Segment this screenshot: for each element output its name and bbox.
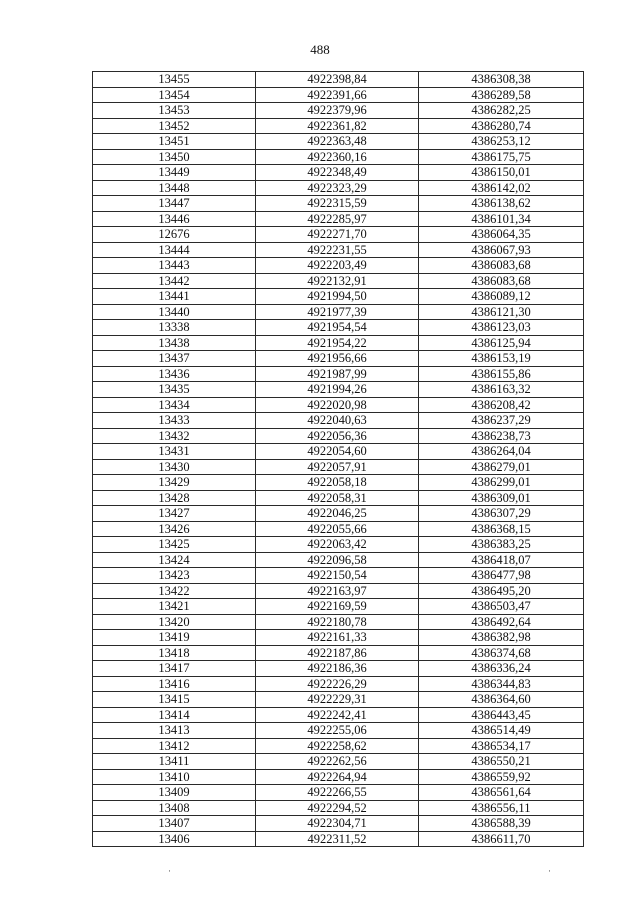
y-coordinate-cell: 4386155,86 <box>419 366 584 382</box>
point-number-cell: 13427 <box>93 506 256 522</box>
x-coordinate-cell: 4922363,48 <box>256 134 419 150</box>
y-coordinate-cell: 4386492,64 <box>419 614 584 630</box>
table-row <box>93 118 584 134</box>
x-coordinate-cell: 4922058,18 <box>256 475 419 491</box>
table-row <box>93 738 584 754</box>
table-row <box>93 413 584 429</box>
table-row <box>93 87 584 103</box>
table-row <box>93 459 584 475</box>
point-number-cell: 13420 <box>93 614 256 630</box>
y-coordinate-cell: 4386237,29 <box>419 413 584 429</box>
table-row <box>93 676 584 692</box>
point-number-cell: 13452 <box>93 118 256 134</box>
x-coordinate-cell: 4922311,52 <box>256 831 419 847</box>
x-coordinate-cell: 4922020,98 <box>256 397 419 413</box>
y-coordinate-cell: 4386083,68 <box>419 273 584 289</box>
x-coordinate-cell: 4922348,49 <box>256 165 419 181</box>
table-row <box>93 211 584 227</box>
x-coordinate-cell: 4922058,31 <box>256 490 419 506</box>
table-row <box>93 506 584 522</box>
table-row <box>93 134 584 150</box>
y-coordinate-cell: 4386308,38 <box>419 72 584 88</box>
scan-dot-right: · <box>548 866 551 876</box>
x-coordinate-cell: 4922229,31 <box>256 692 419 708</box>
table-row <box>93 707 584 723</box>
x-coordinate-cell: 4922054,60 <box>256 444 419 460</box>
point-number-cell: 13432 <box>93 428 256 444</box>
x-coordinate-cell: 4922294,52 <box>256 800 419 816</box>
y-coordinate-cell: 4386280,74 <box>419 118 584 134</box>
x-coordinate-cell: 4922360,16 <box>256 149 419 165</box>
point-number-cell: 13338 <box>93 320 256 336</box>
y-coordinate-cell: 4386153,19 <box>419 351 584 367</box>
x-coordinate-cell: 4922264,94 <box>256 769 419 785</box>
y-coordinate-cell: 4386495,20 <box>419 583 584 599</box>
point-number-cell: 13434 <box>93 397 256 413</box>
point-number-cell: 13416 <box>93 676 256 692</box>
table-row <box>93 614 584 630</box>
table-row <box>93 568 584 584</box>
y-coordinate-cell: 4386514,49 <box>419 723 584 739</box>
x-coordinate-cell: 4922096,58 <box>256 552 419 568</box>
y-coordinate-cell: 4386364,60 <box>419 692 584 708</box>
y-coordinate-cell: 4386307,29 <box>419 506 584 522</box>
table-row <box>93 165 584 181</box>
point-number-cell: 12676 <box>93 227 256 243</box>
y-coordinate-cell: 4386138,62 <box>419 196 584 212</box>
table-row <box>93 521 584 537</box>
table-row <box>93 428 584 444</box>
x-coordinate-cell: 4921987,99 <box>256 366 419 382</box>
y-coordinate-cell: 4386238,73 <box>419 428 584 444</box>
y-coordinate-cell: 4386163,32 <box>419 382 584 398</box>
y-coordinate-cell: 4386611,70 <box>419 831 584 847</box>
table-row <box>93 196 584 212</box>
x-coordinate-cell: 4922242,41 <box>256 707 419 723</box>
point-number-cell: 13447 <box>93 196 256 212</box>
x-coordinate-cell: 4922187,86 <box>256 645 419 661</box>
table-row <box>93 599 584 615</box>
y-coordinate-cell: 4386150,01 <box>419 165 584 181</box>
x-coordinate-cell: 4921977,39 <box>256 304 419 320</box>
x-coordinate-cell: 4921954,54 <box>256 320 419 336</box>
y-coordinate-cell: 4386289,58 <box>419 87 584 103</box>
point-number-cell: 13406 <box>93 831 256 847</box>
x-coordinate-cell: 4922055,66 <box>256 521 419 537</box>
point-number-cell: 13426 <box>93 521 256 537</box>
table-row <box>93 382 584 398</box>
table-row <box>93 180 584 196</box>
x-coordinate-cell: 4922379,96 <box>256 103 419 119</box>
x-coordinate-cell: 4922226,29 <box>256 676 419 692</box>
scan-dot-left: · <box>168 866 171 876</box>
table-row <box>93 242 584 258</box>
x-coordinate-cell: 4922150,54 <box>256 568 419 584</box>
point-number-cell: 13453 <box>93 103 256 119</box>
x-coordinate-cell: 4922258,62 <box>256 738 419 754</box>
point-number-cell: 13430 <box>93 459 256 475</box>
y-coordinate-cell: 4386064,35 <box>419 227 584 243</box>
table-row <box>93 661 584 677</box>
y-coordinate-cell: 4386550,21 <box>419 754 584 770</box>
point-number-cell: 13440 <box>93 304 256 320</box>
table-row <box>93 351 584 367</box>
point-number-cell: 13409 <box>93 785 256 801</box>
y-coordinate-cell: 4386125,94 <box>419 335 584 351</box>
table-row <box>93 289 584 305</box>
y-coordinate-cell: 4386534,17 <box>419 738 584 754</box>
x-coordinate-cell: 4921994,26 <box>256 382 419 398</box>
x-coordinate-cell: 4922180,78 <box>256 614 419 630</box>
table-row <box>93 149 584 165</box>
table-row <box>93 583 584 599</box>
coordinates-table-body <box>93 72 584 847</box>
point-number-cell: 13454 <box>93 87 256 103</box>
x-coordinate-cell: 4922231,55 <box>256 242 419 258</box>
x-coordinate-cell: 4922315,59 <box>256 196 419 212</box>
point-number-cell: 13414 <box>93 707 256 723</box>
table-row <box>93 645 584 661</box>
y-coordinate-cell: 4386175,75 <box>419 149 584 165</box>
table-row <box>93 723 584 739</box>
table-row <box>93 490 584 506</box>
x-coordinate-cell: 4922285,97 <box>256 211 419 227</box>
x-coordinate-cell: 4922304,71 <box>256 816 419 832</box>
point-number-cell: 13431 <box>93 444 256 460</box>
y-coordinate-cell: 4386142,02 <box>419 180 584 196</box>
y-coordinate-cell: 4386264,04 <box>419 444 584 460</box>
y-coordinate-cell: 4386344,83 <box>419 676 584 692</box>
x-coordinate-cell: 4922391,66 <box>256 87 419 103</box>
point-number-cell: 13425 <box>93 537 256 553</box>
point-number-cell: 13417 <box>93 661 256 677</box>
x-coordinate-cell: 4921954,22 <box>256 335 419 351</box>
table-row <box>93 273 584 289</box>
point-number-cell: 13437 <box>93 351 256 367</box>
x-coordinate-cell: 4922255,06 <box>256 723 419 739</box>
table-row <box>93 769 584 785</box>
x-coordinate-cell: 4922063,42 <box>256 537 419 553</box>
table-row <box>93 785 584 801</box>
point-number-cell: 13419 <box>93 630 256 646</box>
x-coordinate-cell: 4922203,49 <box>256 258 419 274</box>
table-row <box>93 444 584 460</box>
table-row <box>93 692 584 708</box>
y-coordinate-cell: 4386089,12 <box>419 289 584 305</box>
y-coordinate-cell: 4386101,34 <box>419 211 584 227</box>
y-coordinate-cell: 4386503,47 <box>419 599 584 615</box>
y-coordinate-cell: 4386121,30 <box>419 304 584 320</box>
y-coordinate-cell: 4386561,64 <box>419 785 584 801</box>
x-coordinate-cell: 4922056,36 <box>256 428 419 444</box>
x-coordinate-cell: 4922361,82 <box>256 118 419 134</box>
point-number-cell: 13412 <box>93 738 256 754</box>
x-coordinate-cell: 4921994,50 <box>256 289 419 305</box>
x-coordinate-cell: 4922186,36 <box>256 661 419 677</box>
y-coordinate-cell: 4386477,98 <box>419 568 584 584</box>
table-row <box>93 397 584 413</box>
y-coordinate-cell: 4386299,01 <box>419 475 584 491</box>
y-coordinate-cell: 4386253,12 <box>419 134 584 150</box>
point-number-cell: 13418 <box>93 645 256 661</box>
point-number-cell: 13442 <box>93 273 256 289</box>
x-coordinate-cell: 4922323,29 <box>256 180 419 196</box>
table-row <box>93 304 584 320</box>
x-coordinate-cell: 4922046,25 <box>256 506 419 522</box>
table-row <box>93 831 584 847</box>
y-coordinate-cell: 4386282,25 <box>419 103 584 119</box>
y-coordinate-cell: 4386208,42 <box>419 397 584 413</box>
x-coordinate-cell: 4922266,55 <box>256 785 419 801</box>
x-coordinate-cell: 4922169,59 <box>256 599 419 615</box>
point-number-cell: 13448 <box>93 180 256 196</box>
table-row <box>93 630 584 646</box>
point-number-cell: 13438 <box>93 335 256 351</box>
point-number-cell: 13408 <box>93 800 256 816</box>
point-number-cell: 13446 <box>93 211 256 227</box>
point-number-cell: 13415 <box>93 692 256 708</box>
y-coordinate-cell: 4386588,39 <box>419 816 584 832</box>
point-number-cell: 13411 <box>93 754 256 770</box>
x-coordinate-cell: 4921956,66 <box>256 351 419 367</box>
x-coordinate-cell: 4922161,33 <box>256 630 419 646</box>
table-row <box>93 258 584 274</box>
point-number-cell: 13451 <box>93 134 256 150</box>
point-number-cell: 13450 <box>93 149 256 165</box>
y-coordinate-cell: 4386083,68 <box>419 258 584 274</box>
table-row <box>93 320 584 336</box>
point-number-cell: 13407 <box>93 816 256 832</box>
point-number-cell: 13436 <box>93 366 256 382</box>
point-number-cell: 13444 <box>93 242 256 258</box>
table-row <box>93 537 584 553</box>
y-coordinate-cell: 4386123,03 <box>419 320 584 336</box>
table-row <box>93 72 584 88</box>
table-row <box>93 335 584 351</box>
table-row <box>93 227 584 243</box>
x-coordinate-cell: 4922040,63 <box>256 413 419 429</box>
y-coordinate-cell: 4386309,01 <box>419 490 584 506</box>
coordinates-table <box>92 71 584 847</box>
point-number-cell: 13435 <box>93 382 256 398</box>
y-coordinate-cell: 4386279,01 <box>419 459 584 475</box>
point-number-cell: 13443 <box>93 258 256 274</box>
point-number-cell: 13429 <box>93 475 256 491</box>
y-coordinate-cell: 4386556,11 <box>419 800 584 816</box>
x-coordinate-cell: 4922271,70 <box>256 227 419 243</box>
point-number-cell: 13441 <box>93 289 256 305</box>
point-number-cell: 13413 <box>93 723 256 739</box>
point-number-cell: 13421 <box>93 599 256 615</box>
table-row <box>93 800 584 816</box>
y-coordinate-cell: 4386368,15 <box>419 521 584 537</box>
point-number-cell: 13449 <box>93 165 256 181</box>
table-row <box>93 475 584 491</box>
point-number-cell: 13433 <box>93 413 256 429</box>
y-coordinate-cell: 4386374,68 <box>419 645 584 661</box>
table-row <box>93 103 584 119</box>
table-row <box>93 552 584 568</box>
table-row <box>93 816 584 832</box>
point-number-cell: 13422 <box>93 583 256 599</box>
point-number-cell: 13410 <box>93 769 256 785</box>
x-coordinate-cell: 4922132,91 <box>256 273 419 289</box>
table-row <box>93 754 584 770</box>
table-row <box>93 366 584 382</box>
y-coordinate-cell: 4386067,93 <box>419 242 584 258</box>
point-number-cell: 13428 <box>93 490 256 506</box>
point-number-cell: 13424 <box>93 552 256 568</box>
x-coordinate-cell: 4922163,97 <box>256 583 419 599</box>
y-coordinate-cell: 4386383,25 <box>419 537 584 553</box>
point-number-cell: 13455 <box>93 72 256 88</box>
y-coordinate-cell: 4386418,07 <box>419 552 584 568</box>
point-number-cell: 13423 <box>93 568 256 584</box>
x-coordinate-cell: 4922057,91 <box>256 459 419 475</box>
page-number: 488 <box>310 42 330 57</box>
y-coordinate-cell: 4386559,92 <box>419 769 584 785</box>
y-coordinate-cell: 4386336,24 <box>419 661 584 677</box>
y-coordinate-cell: 4386382,98 <box>419 630 584 646</box>
y-coordinate-cell: 4386443,45 <box>419 707 584 723</box>
x-coordinate-cell: 4922262,56 <box>256 754 419 770</box>
x-coordinate-cell: 4922398,84 <box>256 72 419 88</box>
